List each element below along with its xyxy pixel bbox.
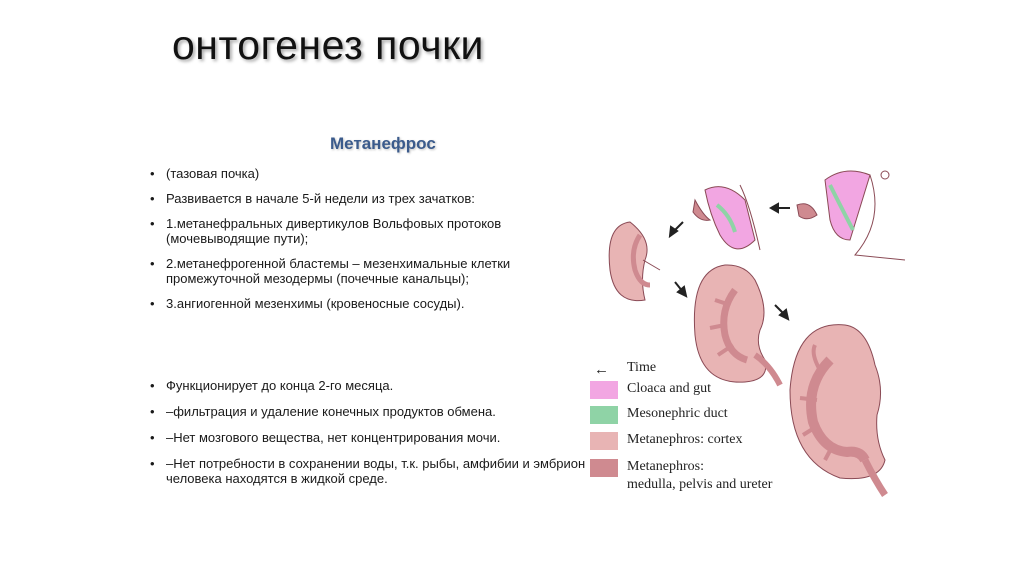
legend-label: Metanephros:: [627, 459, 704, 474]
bullet-item: • Развивается в начале 5-й недели из трех зачатков:: [148, 191, 568, 206]
legend-label: Metanephros: cortex: [627, 432, 743, 447]
legend-swatch: [590, 406, 618, 424]
stage-0-cloaca: [797, 171, 905, 260]
bullet-item: • –фильтрация и удаление конечных продуктов обмена.: [148, 404, 588, 419]
kidney-development-illustration: [585, 160, 915, 500]
bullet-item: • Функционирует до конца 2-го месяца.: [148, 378, 588, 393]
stage-4-kidney: [790, 325, 885, 495]
legend-time-label: Time: [627, 360, 657, 375]
bullet-item: • 2.метанефрогенной бластемы – мезенхимальные клетки промежуточной мезодермы (почечные канальцы);: [148, 256, 568, 286]
stage-2-kidney: [609, 222, 660, 301]
bullet-list-function: [148, 378, 588, 497]
legend-label-continued: medulla, pelvis and ureter: [627, 477, 773, 492]
bullet-item: • –Нет мозгового вещества, нет концентрирования мочи.: [148, 430, 588, 445]
legend-swatch: [590, 432, 618, 450]
section-subtitle: Метанефрос: [330, 134, 436, 153]
slide-title: онтогенез почки: [172, 22, 484, 68]
stage-1-cloaca: [693, 185, 760, 250]
bullet-item: • (тазовая почка): [148, 166, 568, 181]
bullet-item: • 3.ангиогенной мезенхимы (кровеносные сосуды).: [148, 296, 568, 311]
legend-label: Cloaca and gut: [627, 381, 711, 396]
legend-swatch: [590, 459, 618, 477]
stage-3-kidney: [694, 265, 780, 385]
bullet-item: • –Нет потребности в сохранении воды, т.к. рыбы, амфибии и эмбрион человека находятся в жидкой среде.: [148, 456, 588, 486]
bullet-item: • 1.метанефральных дивертикулов Вольфовых протоков (мочевыводящие пути);: [148, 216, 568, 246]
bullet-list-development: [148, 166, 568, 321]
left-arrow-icon: ←: [594, 362, 609, 378]
legend-swatch: [590, 381, 618, 399]
legend-label: Mesonephric duct: [627, 406, 728, 421]
